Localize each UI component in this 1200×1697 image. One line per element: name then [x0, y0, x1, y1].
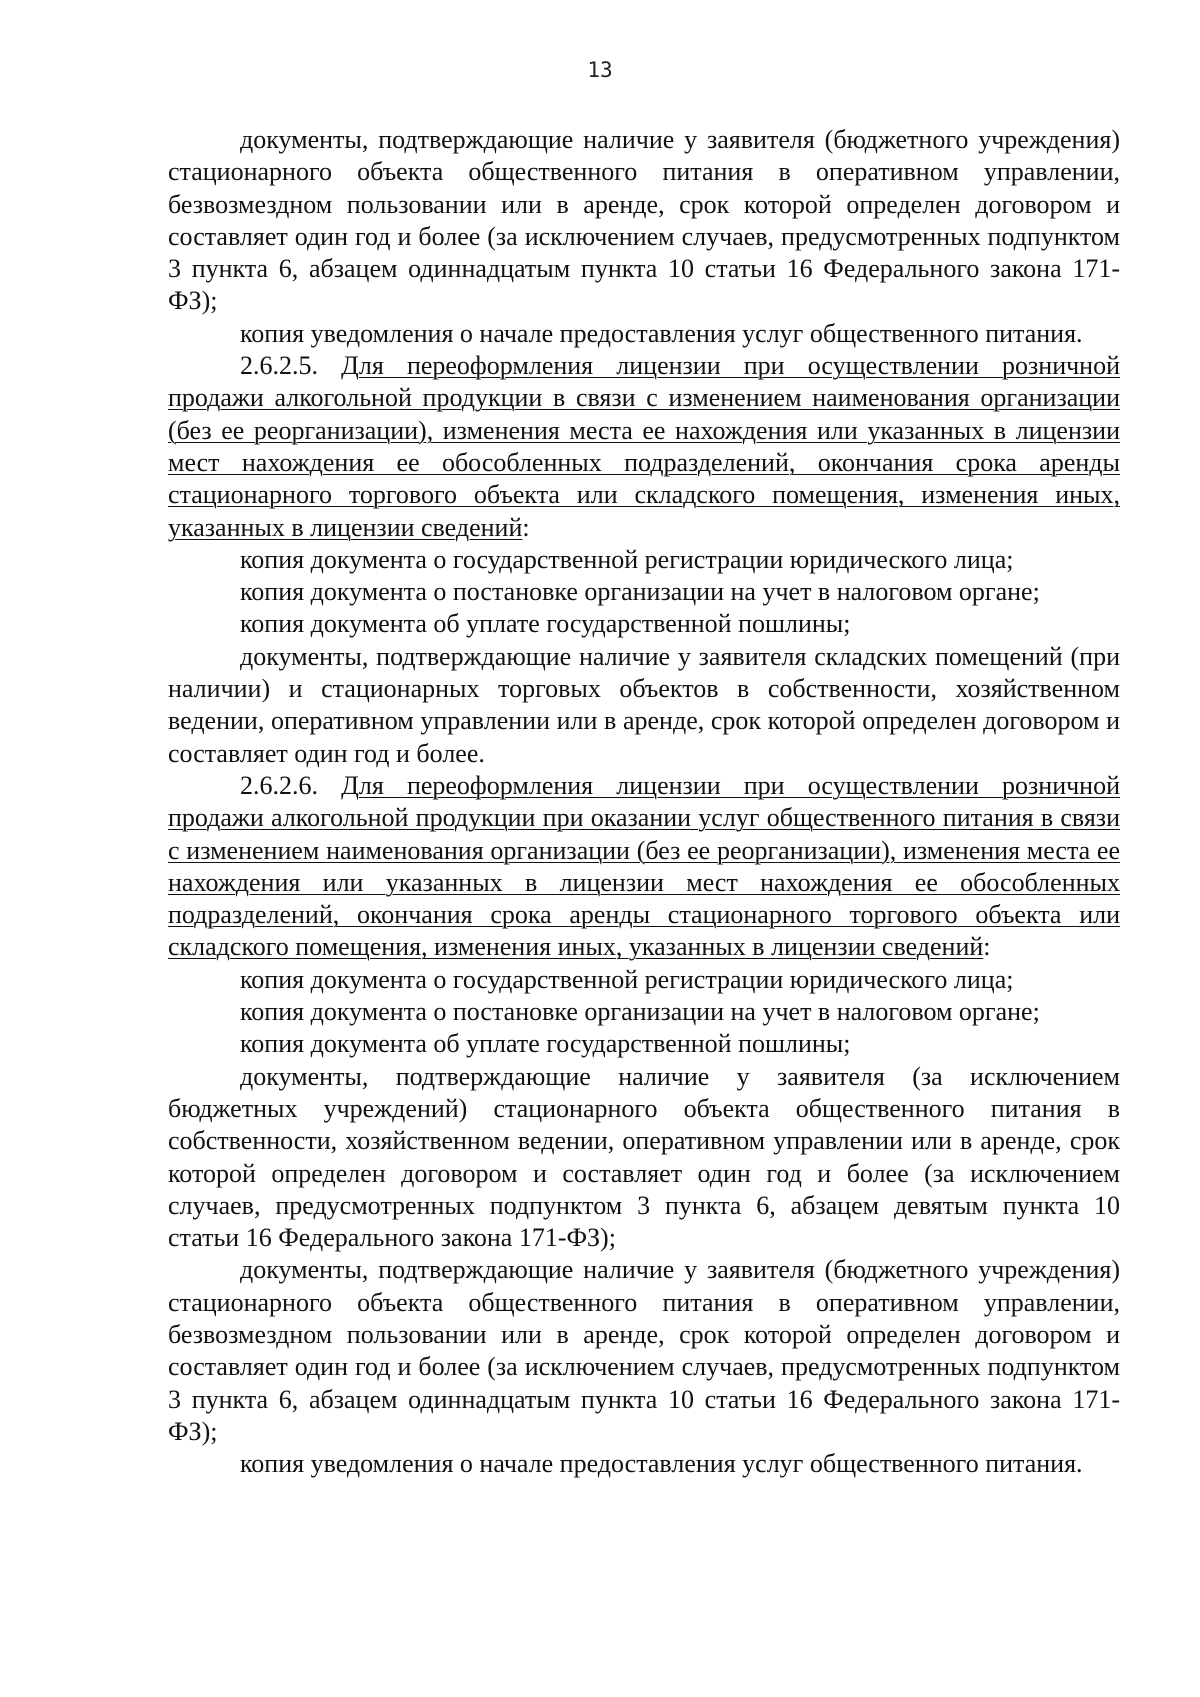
section-colon: : — [522, 512, 530, 542]
list-item-registration-copy: копия документа о государственной регистрации юридического лица; — [240, 964, 1014, 994]
paragraph-budget-catering-documents: документы, подтверждающие наличие у заявителя (бюджетного учреждения) стационарного объекта общественного питания в оперативном управлении, безвозмездном пользовании или в аренде, срок которой определен договором и составляет один год и более (за исключением случаев, предусмотренных подпунктом 3 пункта 6, абзацем одиннадцатым пункта 10 статьи 16 Федерального закона 171-ФЗ); — [168, 125, 1120, 316]
section-number: 2.6.2.5. — [240, 351, 318, 381]
section-number: 2.6.2.6. — [240, 770, 318, 800]
section-2-6-2-6 — [168, 770, 1120, 964]
paragraph-budget-catering-documents: документы, подтверждающие наличие у заявителя (бюджетного учреждения) стационарного объекта общественного питания в оперативном управлении, безвозмездном пользовании или в аренде, срок которой определен договором и составляет один год и более (за исключением случаев, предусмотренных подпунктом 3 пункта 6, абзацем одиннадцатым пункта 10 статьи 16 Федерального закона 171-ФЗ); — [168, 1255, 1120, 1446]
paragraph-catering-notification: копия уведомления о начале предоставления услуг общественного питания. — [240, 318, 1083, 348]
paragraph-warehouse-documents: документы, подтверждающие наличие у заявителя складских помещений (при наличии) и стационарных торговых объектов в собственности, хозяйственном ведении, оперативном управлении или в аренде, срок которой определен договором и составляет один год и более. — [168, 641, 1120, 768]
section-heading-underlined: Для переоформления лицензии при осуществлении розничной продажи алкогольной продукции при оказании услуг общественного питания в связи с изменением наименования организации (без ее реорганизации), изменения места ее нахождения или указанных в лицензии мест нахождения ее обособленных подразделений, окончания срока аренды стационарного торгового объекта или складского помещения, изменения иных, указанных в лицензии сведений — [168, 770, 1121, 962]
list-item-state-duty-copy: копия документа об уплате государственной пошлины; — [240, 609, 851, 639]
list-item-tax-registration-copy: копия документа о постановке организации на учет в налоговом органе; — [240, 577, 1040, 607]
document-body — [168, 124, 1120, 1480]
list-item-tax-registration-copy: копия документа о постановке организации на учет в налоговом органе; — [240, 997, 1040, 1027]
section-heading-underlined: Для переоформления лицензии при осуществлении розничной продажи алкогольной продукции в связи с изменением наименования организации (без ее реорганизации), изменения места ее нахождения или указанных в лицензии мест нахождения ее обособленных подразделений, окончания срока аренды стационарного торгового объекта или складского помещения, изменения иных, указанных в лицензии сведений — [168, 351, 1121, 542]
list-item-registration-copy: копия документа о государственной регистрации юридического лица; — [240, 544, 1014, 574]
paragraph-nonbudget-catering-documents: документы, подтверждающие наличие у заявителя (за исключением бюджетных учреждений) стационарного объекта общественного питания в собственности, хозяйственном ведении, оперативном управлении или в аренде, срок которой определен договором и составляет один год и более (за исключением случаев, предусмотренных подпунктом 3 пункта 6, абзацем девятым пункта 10 статьи 16 Федерального закона 171-ФЗ); — [168, 1061, 1120, 1253]
page-number: 13 — [587, 58, 613, 82]
paragraph-catering-notification: копия уведомления о начале предоставления услуг общественного питания. — [240, 1449, 1083, 1479]
list-item-state-duty-copy: копия документа об уплате государственной пошлины; — [240, 1029, 851, 1059]
section-colon: : — [983, 932, 991, 962]
section-2-6-2-5 — [168, 350, 1120, 544]
